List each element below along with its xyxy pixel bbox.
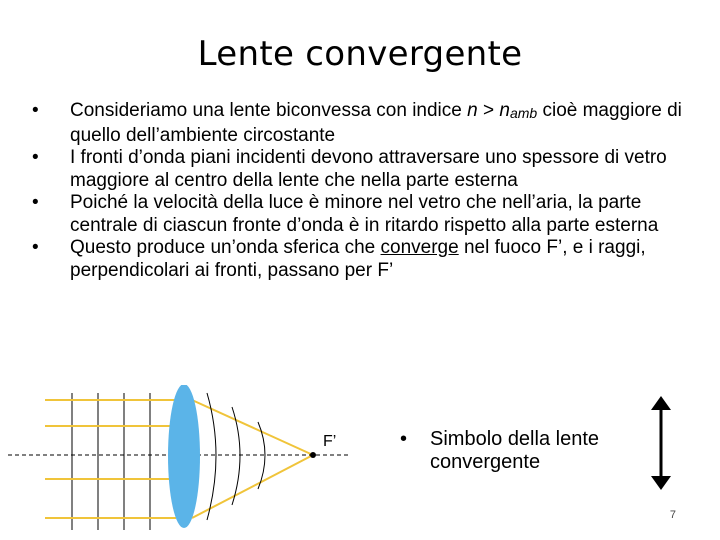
index-n-amb: n bbox=[499, 100, 510, 121]
spherical-wavefronts bbox=[207, 393, 265, 520]
bullet-list bbox=[32, 100, 702, 282]
bullet-item bbox=[32, 100, 702, 147]
bullet-item bbox=[32, 237, 702, 282]
converging-rays bbox=[192, 400, 313, 518]
page-number: 7 bbox=[669, 509, 676, 521]
slide-title: Lente convergente bbox=[197, 34, 523, 74]
symbol-caption: Simbolo della lente convergente bbox=[430, 428, 599, 473]
spherical-wavefront bbox=[207, 393, 216, 520]
bullet-text: cioè maggiore di quello dell’ambiente circostante bbox=[70, 100, 682, 146]
symbol-bullet-list bbox=[400, 428, 660, 474]
focus-point bbox=[310, 452, 316, 458]
down-arrow-icon bbox=[651, 476, 671, 490]
incident-rays bbox=[45, 400, 176, 518]
bullet-item bbox=[400, 428, 660, 474]
up-arrow-icon bbox=[651, 396, 671, 410]
ray bbox=[192, 400, 313, 455]
biconvex-lens bbox=[168, 385, 200, 528]
bullet-item bbox=[32, 147, 702, 192]
converging-lens-symbol bbox=[648, 395, 674, 491]
focus-label: F’ bbox=[323, 433, 337, 450]
bullet-text: Poiché la velocità della luce è minore nel vetro che nell’aria, la parte centrale di ciascun fronte d’onda è in ritardo rispetto alla parte esterna bbox=[70, 192, 659, 236]
plane-wavefronts bbox=[72, 393, 150, 530]
amb-subscript: amb bbox=[509, 105, 538, 121]
lens-diagram bbox=[0, 385, 360, 540]
bullet-text: I fronti d’onda piani incidenti devono attraversare uno spessore di vetro maggiore al centro della lente che nella parte esterna bbox=[70, 147, 667, 191]
bullet-item bbox=[32, 192, 702, 237]
underlined-word: converge bbox=[380, 237, 459, 258]
index-n: n bbox=[467, 100, 478, 121]
bullet-text: Questo produce un’onda sferica che bbox=[70, 237, 381, 258]
bullet-text: nel fuoco F’, e i raggi, perpendicolari ai fronti, passano per F’ bbox=[70, 237, 646, 281]
greater-than: > bbox=[477, 100, 500, 121]
bullet-text: Consideriamo una lente biconvessa con indice bbox=[70, 100, 468, 121]
